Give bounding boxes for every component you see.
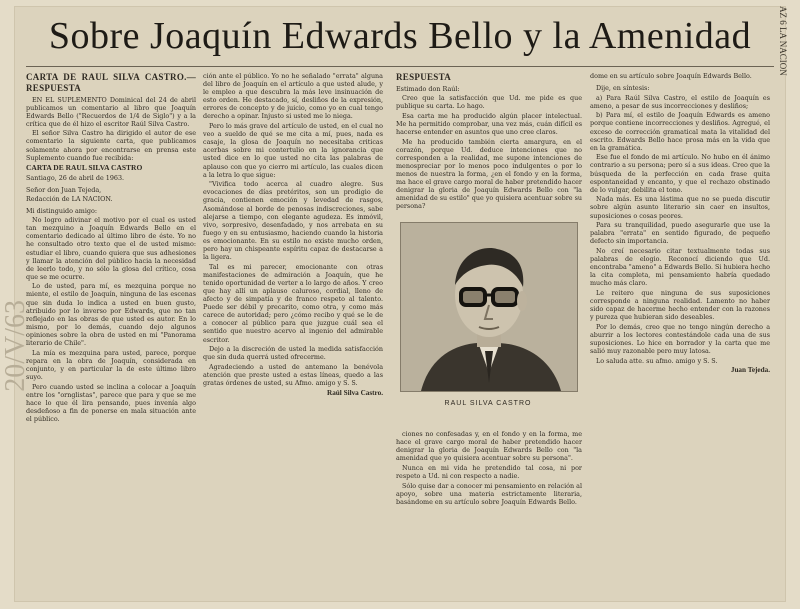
column-4-paragraph-6: Por lo demás, creo que no tengo ningún derecho a aburrir a los lectores contestándole cada una de sus suposiciones. Lo hice en borrador y la carta que me salió muy razonable pero muy latosa. bbox=[590, 322, 770, 355]
column-3-bottom bbox=[396, 430, 582, 600]
column-1-kicker: CARTA DE RAUL SILVA CASTRO.— RESPUESTA bbox=[26, 72, 196, 93]
page-number: AZ 6 LA NACION bbox=[778, 6, 788, 76]
response-paragraph-1: Creo que la satisfacción que Ud. me pide es que publique su carta. Lo hago. bbox=[396, 94, 582, 111]
point-a: a) Para Raúl Silva Castro, el estilo de Joaquín es ameno, a pesar de sus incorrecciones y desliños; bbox=[590, 93, 770, 110]
column-4-paragraph-1: Ese fue el fondo de mi artículo. No hubo en él ánimo contrario a su persona; pero sí a sus ideas. Creo que la búsqueda de la perfección en cada frase quita espontaneidad y encanto, y que el rechazo obstinado de lo vulgar, debilita el tono. bbox=[590, 153, 770, 194]
column-4-continued: dome en su artículo sobre Joaquín Edwards Bello. bbox=[590, 72, 752, 80]
point-b: b) Para mí, el estilo de Joaquín Edwards es ameno porque contiene incorrecciones y desliños. Agregué, el exceso de corrección gramatical mata la vitalidad del escrito. Edwards Bello hace prosa más en la vida que en la gramática. bbox=[590, 111, 770, 152]
letter-body-3: La mía es mezquina para usted, parece, porque repara en la obra de Joaquín, considerada en conjunto, y en particular la de este último libro suyo. bbox=[26, 348, 196, 381]
column-2 bbox=[203, 72, 383, 600]
column-4-paragraph-2: Nada más. Es una lástima que no se pueda discutir sobre algún asunto literario sin caer en insultos, suposiciones o cosas peores. bbox=[590, 195, 770, 220]
column-4-paragraph-5: Le reitero que ninguna de sus suposiciones corresponde a ninguna realidad. Lamento no haber sido capaz de hacerme hecho entender con la razones y pureza que hubieran sido deseables. bbox=[590, 288, 770, 322]
response-salutation: Estimado don Raúl: bbox=[396, 84, 460, 93]
letter-continued-3: "Vivifica todo acerca al cuadro alegre. Sus evocaciones de días pretéritos, son un prodigio de gracia, contienen emoción y levedad de rasgos, Asomándose al borde de penosas indiscreciones, sabe alejarse a tiempo, con elegante agudeza. Es inmóvil, vivo, sorpresivo, desenfadado, y nos arrebata en su fuego y en su entusiasmo, haciendo cuando la historia es emocionante. En su estilo no existe mucho orden, pero hay un chispeante espíritu capaz de destacarse a la ligera. bbox=[203, 180, 383, 262]
letter-body-2: Lo de usted, para mí, es mezquina porque no miente, el estilo de Joaquín, ninguna de las escenas que sin duda lo indica a usted en buen gusto, atribuido por lo inverso por Edwards, que no tan reflejado en las obras de que usted es autor. En lo mismo, por lo demás, cuando dejo algunos opiniones sobre la obra de usted en mi "Panorama literario de Chile". bbox=[26, 282, 196, 348]
letter-date: Santiago, 26 de abril de 1963. bbox=[26, 173, 125, 182]
intro-paragraph-2: El señor Silva Castro ha dirigido el autor de ese comentario la siguiente carta, que publicamos solamente ahora por encontrarse en prensa este Suplemento cuando fue recibida: bbox=[26, 129, 196, 162]
signature-tejeda: Juan Tejeda. bbox=[730, 366, 770, 375]
handwritten-margin-note: 20/V/63 bbox=[0, 300, 31, 392]
column-1 bbox=[26, 72, 196, 600]
column-4-paragraph-3: Para su tranquilidad, puedo asegurarle que use la palabra "errata" en sentido figurado, de pequeño defecto sin importancia. bbox=[590, 221, 770, 246]
letter-salutation: Mi distinguido amigo: bbox=[26, 206, 97, 215]
column-4-paragraph-4: No creí necesario citar textualmente todas sus palabras de elogio. Reconocí diciendo que Ud. encontraba "ameno" a Edwards Bello. Si hubiera hecho la cita completa, mi pensamiento habría quedado mucho más claro. bbox=[590, 246, 770, 288]
headline: Sobre Joaquín Edwards Bello y la Amenidad bbox=[48, 15, 752, 57]
letter-continued-5: Dejo a la discreción de usted la medida satisfacción que sin duda querrá usted ofrecerme. bbox=[203, 345, 383, 362]
letter-continued-4: Tal es mi parecer, emocionante con otras manifestaciones de admiración a Joaquín, que he tenido oportunidad de verter a lo largo de años. Y creo que hay allí un aplauso caluroso, cordial, lleno de afecto y de simpatía y de franco respeto al talento. Puede ser débil y precarito, como otra, y como más carece de autoridad; pero ¿cómo recibo y qué se le de a conocer al público para que juzgue cuál sea el sentido que nuestro acervo al ingenio del admirable escritor. bbox=[203, 262, 383, 344]
intro-paragraph-1: EN EL SUPLEMENTO Dominical del 24 de abril publicamos un comentario al libro que Joaquín Edwards Bello ("Recuerdos de 1/4 de Siglo") y a la crítica que de él hizo el escritor Raúl Silva Castro. bbox=[26, 95, 196, 128]
letter-kicker: CARTA DE RAUL SILVA CASTRO bbox=[26, 163, 143, 173]
addressee-line-2: Redacción de LA NACION. bbox=[26, 195, 113, 204]
response-bottom-1: ciones no confesadas y, en el fondo y en la forma, me hace el grave cargo moral de haber pretendido hacer denigrar la gloria de Joaquín Edwards Bello con "la amenidad que yo quisiera acentuar sobre su persona". bbox=[396, 430, 582, 463]
response-paragraph-2: Esa carta me ha producido algún placer intelectual. Me ha permitido comprobar, una vez más, cuán difícil es hacerse entender en asuntos que uno cree claros. bbox=[396, 111, 582, 136]
letter-body-1: No logro adivinar el motivo por el cual es usted tan mezquino a Joaquín Edwards Bello en el comentario dedicado al último libro de éste. Yo no he consultado otro texto que el de usted mismo: estudiar el libro, cuando quiera que sus adhesiones y llamar la atención del público hacia la necesidad de leerlo todo, y no sólo la glosa del crítico, cosa que se me ocurre. bbox=[26, 216, 196, 281]
addressee-line-1: Señor don Juan Tejeda, bbox=[26, 185, 102, 194]
headline-rule bbox=[26, 66, 774, 67]
response-kicker: RESPUESTA bbox=[396, 72, 452, 82]
portrait-photo bbox=[400, 222, 578, 392]
letter-continued-1: ción ante el público. Yo no he señalado "errata" alguna del libro de Joaquín en el artículo a que usted alude, y le empleo a que descubra la más leve insinuación de esto orden. He destacado, sí, desliños de la expresión, errores de concepto y de juicio, como yo en cual tengo derecho a opinar. Injusto si usted me lo niega. bbox=[203, 72, 383, 121]
letter-body-4: Pero cuando usted se inclina a colocar a Joaquín entre los "ornglistas", parece que para y que se me hace lo que él lira pensando, pues invenía algo desdeñoso a fin de ponerse en mala situación ante el público. bbox=[26, 382, 196, 423]
response-bottom-3: Sólo quise dar a conocer mi pensamiento en relación al apoyo, sobre una materia estrictamente literaria, basándome en su artículo sobre Joaquín Edwards Bello. bbox=[396, 481, 582, 506]
response-paragraph-3: Me ha producido también cierta amargura, en el corazón, porque Ud. deduce intenciones que no corresponden a la realidad, me supone intenciones de menospreciar por lo menos poco indulgentes o por lo menos de nuestra la forma, ¿en el fondo y en la forma, ma hace el grave cargo moral de haber pretendido hacer denigrar la gloria de Joaquín Edwards Bello con "la amenidad de su estilo" que yo quisiera acentuar sobre su persona? bbox=[396, 137, 582, 211]
letter-continued-2: Pero lo más grave del artículo de usted, en el cual no veo a sueldo de qué se me cita a mí, pues, nada es casaje, la glosa de Joaquín no necesitaba criticas acerbas sobre mi contertulio en la ignorancia que usted dice en lo que usted no cita las palabras de aplauso con que yo cierro mi artículo, las cuales dicen a la letra lo que sigue: bbox=[203, 122, 383, 179]
column-3 bbox=[396, 72, 582, 222]
photo-caption: RAUL SILVA CASTRO bbox=[444, 400, 532, 407]
column-4 bbox=[590, 72, 770, 600]
column-4-intro: Dije, en síntesis: bbox=[596, 84, 650, 93]
signature-silva-castro: Raúl Silva Castro. bbox=[327, 388, 383, 397]
column-4-closing: Lo saluda atte. su afmo. amigo y S. S. bbox=[596, 356, 718, 365]
response-bottom-2: Nunca en mi vida he pretendido tal cosa, ni por respeto a Ud. ni con respecto a nadie. bbox=[396, 463, 582, 480]
portrait-image bbox=[401, 223, 577, 391]
letter-continued-6: Agradeciendo a usted de antemano la benévola atención que preste usted a estas líneas, quedo a las gratas órdenes de usted, su Afmo. amigo y S. S. bbox=[203, 362, 383, 387]
